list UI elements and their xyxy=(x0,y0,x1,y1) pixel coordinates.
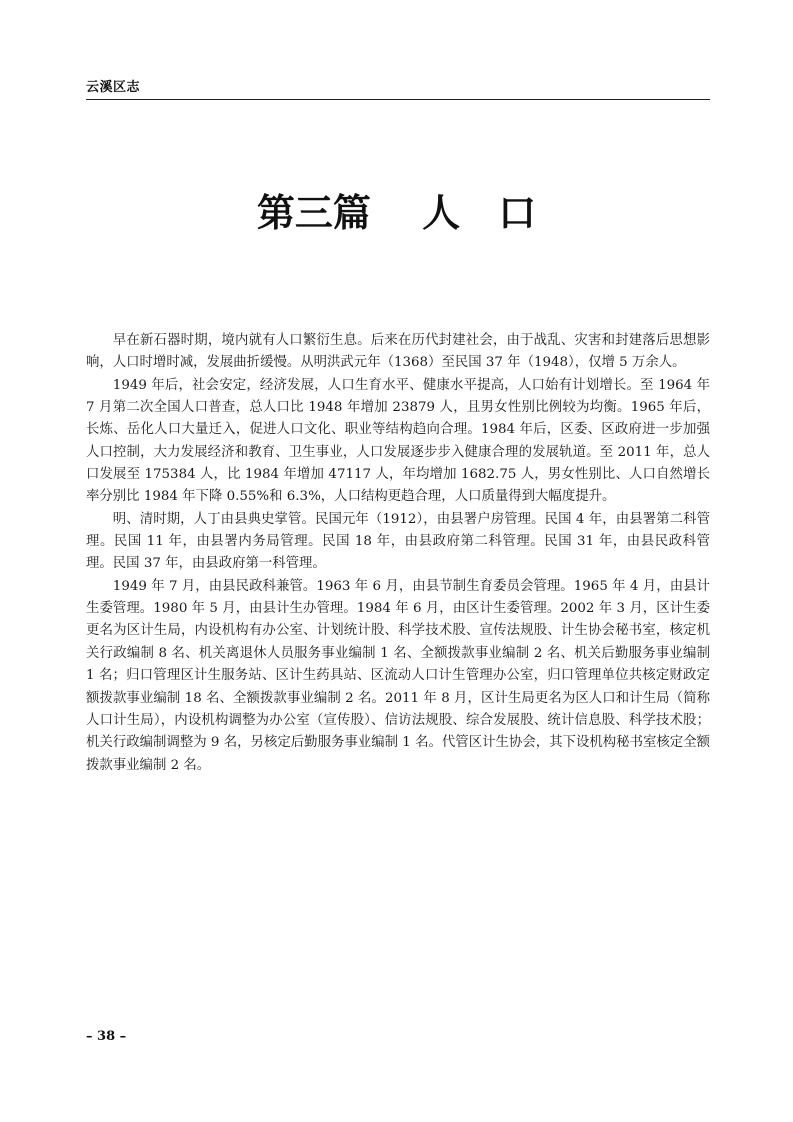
paragraph-4: 1949 年 7 月，由县民政科兼管。1963 年 6 月，由县节制生育委员会管理。1965 年 4 月，由县计生委管理。1980 年 5 月，由县计生办管理。1984 年 6 月，由区计生委管理。2002 年 3 月，区计生委更名为区计生局，内设机构有办公室、计划统计股、科学技术股、宣传法规股、计生协会秘书室，核定机关行政编制 8 名、机关离退休人员服务事业编制 1 名、全额拨款事业编制 2 名、机关后勤服务事业编制 1 名；归口管理区计生服务站、区计生药具站、区流动人口计生管理办公室，归口管理单位共核定财政定额拨款事业编制 18 名、全额拨款事业编制 2 名。2011 年 8 月，区计生局更名为区人口和计生局（简称人口计生局），内设机构调整为办公室（宣传股）、信访法规股、综合发展股、统计信息股、科学技术股；机关行政编制调整为 9 名，另核定后勤服务事业编制 1 名。代管区计生协会，其下设机构秘书室核定全额拨款事业编制 2 名。 xyxy=(86,578,710,773)
page-number: – 38 – xyxy=(86,1029,127,1044)
paragraph-2: 1949 年后，社会安定，经济发展，人口生育水平、健康水平提高，人口始有计划增长。至 1964 年 7 月第二次全国人口普查，总人口比 1948 年增加 23879 人，且男女性别比例较为均衡。1965 年后，长炼、岳化人口大量迁入，促进人口文化、职业等结构趋向合理。1984 年后，区委、区政府进一步加强人口控制，大力发展经济和教育、卫生事业，人口发展逐步步入健康合理的发展轨道。至 2011 年，总人口发展至 175384 人，比 1984 年增加 47117 人，年均增加 1682.75 人，男女性别比、人口自然增长率分别比 1984 年下降 0.55%和 6.3%，人口结构更趋合理，人口质量得到大幅度提升。 xyxy=(86,377,710,505)
header-divider xyxy=(86,99,710,100)
body-text xyxy=(86,330,710,777)
paragraph-1: 早在新石器时期，境内就有人口繁衍生息。后来在历代封建社会，由于战乱、灾害和封建落后思想影响，人口时增时减，发展曲折缓慢。从明洪武元年（1368）至民国 37 年（1948），仅增 5 万余人。 xyxy=(86,333,710,371)
paragraph-3: 明、清时期，人丁由县典史掌管。民国元年（1912），由县署户房管理。民国 4 年，由县署第二科管理。民国 11 年，由县署内务局管理。民国 18 年，由县政府第二科管理。民国 31 年，由县民政科管理。民国 37 年，由县政府第一科管理。 xyxy=(86,511,710,572)
chapter-title: 第三篇 人 口 xyxy=(256,190,537,235)
running-head-title: 云溪区志 xyxy=(86,80,141,95)
